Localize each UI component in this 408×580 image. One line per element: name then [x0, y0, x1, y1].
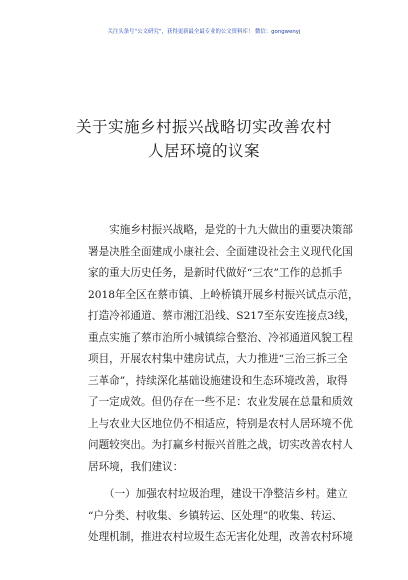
paragraph-2: [88, 484, 353, 549]
body-line: 了一定成效。但仍存在一些不足：农业发展在总量和质效: [88, 396, 353, 408]
body-line: 实施乡村振兴战略，是党的十九大做出的重要决策部: [88, 224, 353, 236]
paragraph-1: [88, 220, 359, 478]
body-line: 问题较突出。为打赢乡村振兴首胜之战，切实改善农村人: [88, 439, 353, 451]
body-line: 重点实施了蔡市治所小城镇综合整治、冷祁通道风貌工程: [88, 331, 353, 344]
body-line: 家的重大历史任务，是新时代做好“三农”工作的总抓手: [88, 267, 343, 279]
body-line: 2018年全区在蔡市镇、上岭桥镇开展乡村振兴试点示范，: [88, 288, 359, 301]
document-body: [88, 220, 359, 549]
body-line: 项目，开展农村集中建房试点，大力推进“三治三拆三全: [88, 353, 348, 365]
title-line-2: 人居环境的议案: [147, 142, 260, 160]
title-line-1: 关于实施乡村振兴战略切实改善农村: [75, 118, 332, 136]
body-line: 三革命”，持续深化基础设施建设和生态环境改善，取得: [88, 374, 348, 387]
body-line: 上与农业大区地位仍不相适应，特别是农村人居环境不优: [88, 417, 353, 430]
document-title: [40, 115, 368, 163]
body-line: 打造冷祁通道、蔡市湘江沿线、S217至东安连接点3线，: [88, 310, 356, 322]
body-line: “户分类、村收集、乡镇转运、区处理”的收集、转运、: [88, 509, 343, 522]
header-banner[interactable]: 关注头条号“公文研究”，获得更新最全最专业的公文资料库！ 微信：gongwenyj: [107, 29, 301, 35]
body-line: 居环境，我们建议：: [88, 460, 184, 473]
body-line: 处理机制，推进农村垃圾生态无害化处理，改善农村环境: [88, 531, 353, 543]
body-line: 署是决胜全面建成小康社会、全面建设社会主义现代化国: [88, 245, 353, 258]
body-line: （一）加强农村垃圾治理，建设干净整洁乡村。建立: [88, 488, 348, 500]
